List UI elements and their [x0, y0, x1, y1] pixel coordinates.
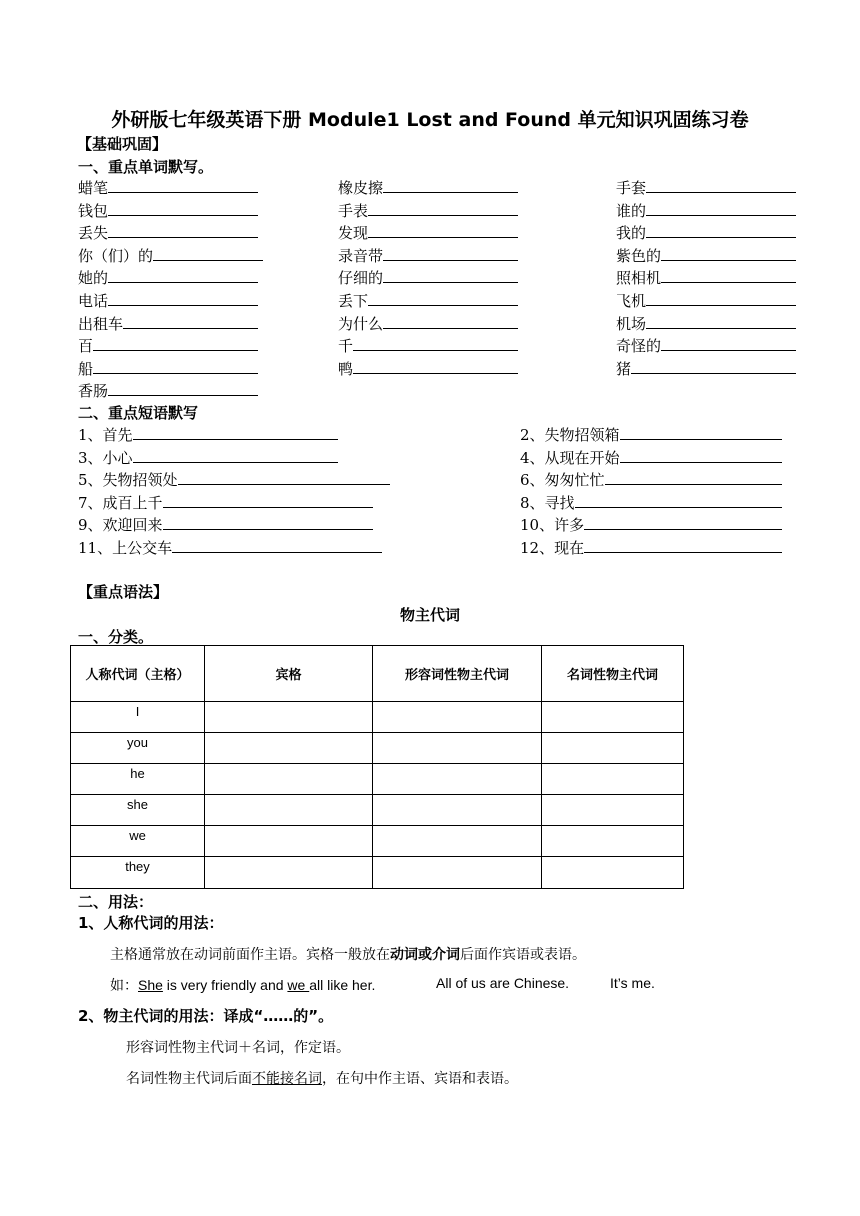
answer-blank[interactable]	[383, 267, 518, 283]
table-row	[71, 795, 684, 826]
answer-cell[interactable]	[542, 764, 684, 795]
word-item	[616, 200, 796, 221]
word-label: 出租车	[78, 314, 124, 333]
word-item	[78, 335, 258, 356]
word-label: 她的	[78, 269, 109, 288]
word-label: 钱包	[78, 201, 109, 220]
phrase-label: 3、小心	[78, 448, 133, 467]
answer-blank[interactable]	[383, 313, 518, 329]
phrase-label: 5、失物招领处	[78, 471, 178, 490]
phrase-item	[78, 537, 382, 558]
word-label: 船	[78, 359, 94, 378]
word-item	[78, 222, 258, 243]
answer-blank[interactable]	[383, 245, 518, 261]
part1-heading: 一、重点单词默写。	[78, 158, 214, 176]
answer-cell[interactable]	[373, 826, 542, 857]
phrase-item	[78, 469, 390, 490]
word-label: 猪	[616, 359, 632, 378]
word-label: 飞机	[616, 292, 647, 310]
pronoun-cell: they	[71, 857, 205, 889]
word-label: 鸭	[338, 359, 354, 378]
answer-blank[interactable]	[368, 200, 518, 216]
phrase-item	[520, 447, 782, 468]
table-row	[71, 764, 684, 795]
answer-blank[interactable]	[631, 358, 796, 374]
table-header: 形容词性物主代词	[373, 646, 542, 702]
answer-cell[interactable]	[542, 702, 684, 733]
phrase-label: 2、失物招领箱	[520, 426, 620, 444]
word-item	[338, 267, 518, 288]
answer-cell[interactable]	[205, 764, 373, 795]
usage1-example	[110, 975, 375, 995]
word-label: 机场	[616, 314, 647, 333]
answer-cell[interactable]	[373, 764, 542, 795]
answer-cell[interactable]	[542, 733, 684, 764]
phrase-label: 7、成百上千	[78, 493, 163, 512]
word-label: 为什么	[338, 314, 384, 333]
answer-cell[interactable]	[205, 857, 373, 889]
word-label: 千	[338, 337, 354, 356]
part2-heading: 二、重点短语默写	[78, 404, 199, 422]
phrase-item	[78, 492, 373, 513]
phrase-label: 9、欢迎回来	[78, 516, 163, 535]
answer-cell[interactable]	[542, 795, 684, 826]
phrase-label: 4、从现在开始	[520, 448, 620, 467]
word-item	[78, 177, 258, 198]
word-label: 你（们）的	[78, 246, 154, 265]
example-we: we	[287, 977, 310, 993]
pronoun-cell: he	[71, 764, 205, 795]
phrase-item	[520, 469, 782, 490]
answer-cell[interactable]	[373, 795, 542, 826]
word-item	[616, 245, 796, 266]
word-label: 蜡笔	[78, 179, 109, 197]
word-item	[78, 267, 258, 288]
answer-blank[interactable]	[108, 380, 258, 396]
phrase-label: 1、首先	[78, 426, 133, 444]
word-label: 奇怪的	[616, 337, 662, 356]
pronoun-cell: she	[71, 795, 205, 826]
word-item	[78, 290, 258, 311]
answer-blank[interactable]	[108, 290, 258, 306]
usage1-text-a: 主格通常放在动词前面作主语。宾格一般放在	[110, 947, 390, 963]
word-label: 丢下	[338, 292, 369, 310]
answer-blank[interactable]	[108, 177, 258, 193]
answer-blank[interactable]	[646, 222, 796, 238]
word-label: 橡皮擦	[338, 179, 384, 197]
phrase-item	[520, 514, 782, 535]
answer-blank[interactable]	[646, 313, 796, 329]
answer-blank[interactable]	[661, 267, 796, 283]
answer-cell[interactable]	[205, 702, 373, 733]
usage-heading: 二、用法：	[78, 893, 154, 911]
answer-blank[interactable]	[108, 222, 258, 238]
word-item	[616, 222, 796, 243]
answer-blank[interactable]	[153, 245, 263, 261]
table-header: 人称代词（主格）	[71, 646, 205, 702]
word-label: 百	[78, 337, 94, 356]
example-3: It’s me.	[610, 975, 655, 991]
answer-blank[interactable]	[108, 200, 258, 216]
pronoun-cell: I	[71, 702, 205, 733]
example-end: all like her.	[309, 977, 376, 993]
answer-blank[interactable]	[368, 290, 518, 306]
section-basic: 【基础巩固】	[77, 135, 168, 153]
usage1-text-bold: 动词或介词	[390, 947, 460, 963]
word-label: 录音带	[338, 246, 384, 265]
phrase-item	[520, 492, 782, 513]
answer-blank[interactable]	[646, 200, 796, 216]
word-label: 仔细的	[338, 269, 384, 288]
word-item	[338, 245, 518, 266]
pronoun-cell: you	[71, 733, 205, 764]
answer-blank[interactable]	[646, 177, 796, 193]
answer-blank[interactable]	[368, 222, 518, 238]
answer-blank[interactable]	[661, 335, 796, 351]
word-item	[616, 335, 796, 356]
answer-blank[interactable]	[123, 313, 258, 329]
word-label: 丢失	[78, 224, 109, 243]
phrase-label: 6、匆匆忙忙	[520, 471, 605, 490]
word-label: 发现	[338, 224, 369, 243]
word-label: 手表	[338, 201, 369, 220]
pronoun-cell: we	[71, 826, 205, 857]
example-2: All of us are Chinese.	[436, 975, 570, 991]
word-label: 照相机	[616, 269, 662, 288]
word-item	[338, 313, 518, 334]
word-item	[78, 245, 263, 266]
word-item	[338, 222, 518, 243]
usage2-line2-underlined: 不能接名词	[252, 1071, 322, 1087]
answer-blank[interactable]	[646, 290, 796, 306]
phrase-label: 12、现在	[520, 539, 585, 557]
usage2-heading: 2、物主代词的用法：译成“……的”。	[78, 1007, 334, 1025]
word-label: 手套	[616, 179, 647, 197]
example-mid: is very friendly and	[162, 977, 288, 993]
table-row	[71, 733, 684, 764]
answer-blank[interactable]	[93, 358, 258, 374]
answer-cell[interactable]	[205, 795, 373, 826]
answer-cell[interactable]	[373, 702, 542, 733]
word-item	[616, 313, 796, 334]
table-row	[71, 702, 684, 733]
word-label: 香肠	[78, 382, 109, 401]
phrase-item	[520, 424, 782, 445]
answer-cell[interactable]	[542, 826, 684, 857]
usage1-text	[110, 944, 586, 964]
answer-blank[interactable]	[353, 358, 518, 374]
answer-cell[interactable]	[205, 826, 373, 857]
word-label: 紫色的	[616, 246, 662, 265]
phrase-label: 10、许多	[520, 516, 585, 535]
answer-cell[interactable]	[205, 733, 373, 764]
word-label: 我的	[616, 224, 647, 243]
usage2-line2-a: 名词性物主代词后面	[126, 1071, 252, 1087]
word-item	[78, 380, 258, 401]
usage1-heading: 1、人称代词的用法：	[78, 914, 224, 932]
word-item	[616, 267, 796, 288]
answer-cell[interactable]	[373, 733, 542, 764]
section-grammar: 【重点语法】	[78, 583, 169, 601]
answer-blank[interactable]	[93, 335, 258, 351]
answer-blank[interactable]	[383, 177, 518, 193]
page-title: 外研版七年级英语下册 Module1 Lost and Found 单元知识巩固练习卷	[111, 109, 749, 131]
word-item	[338, 335, 518, 356]
table-row	[71, 826, 684, 857]
example-prefix: 如：	[110, 978, 138, 994]
example-she: She	[138, 977, 163, 993]
word-item	[616, 358, 796, 379]
table-header: 宾格	[205, 646, 373, 702]
word-item	[78, 313, 258, 334]
answer-cell[interactable]	[373, 857, 542, 889]
classify-heading: 一、分类。	[78, 628, 154, 646]
usage2-line2	[126, 1068, 518, 1088]
answer-blank[interactable]	[661, 245, 796, 261]
phrase-item	[78, 447, 338, 468]
answer-blank[interactable]	[108, 267, 258, 283]
word-item	[78, 200, 258, 221]
word-item	[338, 358, 518, 379]
phrase-item	[520, 537, 782, 558]
word-label: 电话	[78, 292, 109, 310]
grammar-title: 物主代词	[399, 606, 460, 624]
word-label: 谁的	[616, 201, 647, 220]
phrase-label: 11、上公交车	[78, 539, 173, 557]
answer-cell[interactable]	[542, 857, 684, 889]
word-item	[338, 200, 518, 221]
usage1-text-b: 后面作宾语或表语。	[460, 947, 586, 963]
word-item	[78, 358, 258, 379]
word-item	[616, 177, 796, 198]
word-item	[338, 290, 518, 311]
answer-blank[interactable]	[353, 335, 518, 351]
table-header: 名词性物主代词	[542, 646, 684, 702]
phrase-label: 8、寻找	[520, 493, 575, 512]
usage2-line2-b: ，在句中作主语、宾语和表语。	[322, 1071, 518, 1087]
word-item	[338, 177, 518, 198]
pronoun-table	[70, 645, 684, 889]
word-item	[616, 290, 796, 311]
phrase-item	[78, 514, 373, 535]
table-row	[71, 857, 684, 889]
usage2-line1: 形容词性物主代词＋名词，作定语。	[126, 1040, 350, 1056]
phrase-item	[78, 424, 338, 445]
